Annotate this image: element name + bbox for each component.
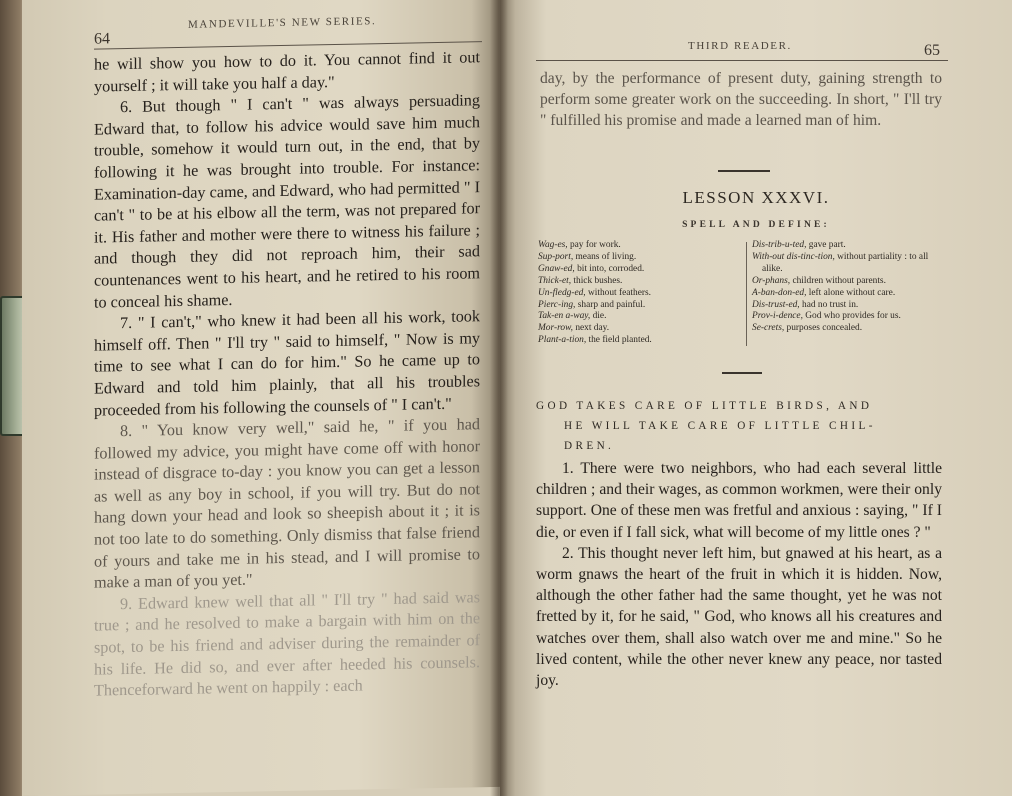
vocab-entry: Plant-a-tion, the field planted. <box>538 335 652 346</box>
left-paragraph-7: 7. " I can't," who knew it had been all his work, took himself off. Then " I'll try " said to himself, " Now is my time to see what I can do for him." So he came up to Edward and told him plainly, that all his troubles proceeded from his following the counsels of " I can't." <box>94 307 480 420</box>
right-paragraph-2: 2. This thought never left him, but gnawed at his heart, as a worm gnaws the heart of the fruit in which it is hidden. Now, although the other father had the same thought, yet he was not fretted by it, for he said, " God, who knows all his creatures and watches over them, shall also watch over me and mine." So he lived content, while the other never knew any peace, nor tasted joy. <box>536 544 942 690</box>
left-paragraph-6: 6. But though " I can't " was always persuading Edward that, to follow his advice would save him much trouble, somehow it would turn out, in the end, that by following it he was brought into trouble. For instance: Examination-day came, and Edward, who had permitted " I can't " to be at his elbow all the term, was not prepared for it. His father and mother were there to witness his failure ; and though they did not reproach him, their sad countenances went to his heart, and he retired to his room to conceal his shame. <box>94 91 480 312</box>
spell-define-heading: SPELL AND DEFINE: <box>682 220 830 230</box>
section-heading <box>536 396 946 456</box>
lesson-title: LESSON XXXVI. <box>682 188 830 207</box>
section-heading-line: DREN. <box>564 440 615 452</box>
vocab-list-right <box>752 240 942 335</box>
book-gutter <box>490 0 508 796</box>
vocab-entry: Se-crets, purposes concealed. <box>752 323 863 334</box>
vocab-entry: Thick-et, thick bushes. <box>538 275 623 286</box>
vocab-entry: With-out dis-tinc-tion, without partiality : to all alike. <box>752 251 929 274</box>
left-paragraph-8: 8. " You know very well," said he, " if you had followed my advice, you might have come off with honor instead of disgrace to-day : you know you can get a lesson as well as any boy in school, if you will try. But do not hang down your head and look so sheepish about it ; it is not too late to do something. Only dismiss that false friend of yours and take me in his stead, and I will promise to make a man of you yet." <box>94 415 480 592</box>
left-page <box>22 0 500 796</box>
left-page-number: 64 <box>94 30 110 48</box>
left-paragraph-9: 9. Edward knew well that all " I'll try " had said was true ; and he resolved to make a bargain with him on the spot, to be his friend and adviser during the remainder of his life. He did so, and ever after heeded his counsels. Thenceforward he went on happily : each <box>94 588 480 700</box>
right-paragraph-continuation: day, by the performance of present duty, gaining strength to perform some greater work on the succeeding. In short, " I'll try " fulfilled his promise and made a learned man of him. <box>540 70 942 130</box>
right-running-head: THIRD READER. <box>688 40 792 52</box>
left-running-head: MANDEVILLE'S NEW SERIES. <box>188 15 377 31</box>
vocab-entry: Dis-trib-u-ted, gave part. <box>752 240 846 250</box>
vocab-entry: Mor-row, next day. <box>538 323 610 334</box>
right-body-text <box>536 458 942 691</box>
divider-rule-bottom <box>722 372 762 374</box>
vocab-entry: Tak-en a-way, die. <box>538 311 607 322</box>
vocab-column-divider <box>746 242 747 346</box>
section-heading-line: GOD TAKES CARE OF LITTLE BIRDS, AND <box>536 400 873 412</box>
vocab-entry: Or-phans, children without parents. <box>752 275 886 286</box>
vocab-entry: Pierc-ing, sharp and painful. <box>538 299 646 310</box>
vocab-entry: Prov-i-dence, God who provides for us. <box>752 311 901 322</box>
left-body-text <box>94 47 480 702</box>
left-paragraph-continuation: he will show you how to do it. You cannot find it out yourself ; it will take you half a day." <box>94 48 480 96</box>
right-head-rule <box>536 60 948 61</box>
vocab-entry: Wag-es, pay for work. <box>538 240 621 250</box>
vocab-entry: Sup-port, means of living. <box>538 251 637 262</box>
vocab-entry: A-ban-don-ed, left alone without care. <box>752 287 896 298</box>
right-page-number: 65 <box>924 42 940 59</box>
vocab-list-left <box>538 240 742 347</box>
right-continuation-text <box>540 68 942 132</box>
vocab-entry: Un-fledg-ed, without feathers. <box>538 287 651 298</box>
vocab-entry: Dis-trust-ed, had no trust in. <box>752 299 859 310</box>
divider-rule-top <box>718 170 770 172</box>
section-heading-line: HE WILL TAKE CARE OF LITTLE CHIL- <box>564 420 876 432</box>
vocab-entry: Gnaw-ed, bit into, corroded. <box>538 263 645 274</box>
right-page <box>500 0 1012 796</box>
right-paragraph-1: 1. There were two neighbors, who had each several little children ; and their wages, as common workmen, were their only support. One of these men was fretful and anxious : saying, " If I die, or even if I fall sick, what will become of my little ones ? " <box>536 460 942 541</box>
